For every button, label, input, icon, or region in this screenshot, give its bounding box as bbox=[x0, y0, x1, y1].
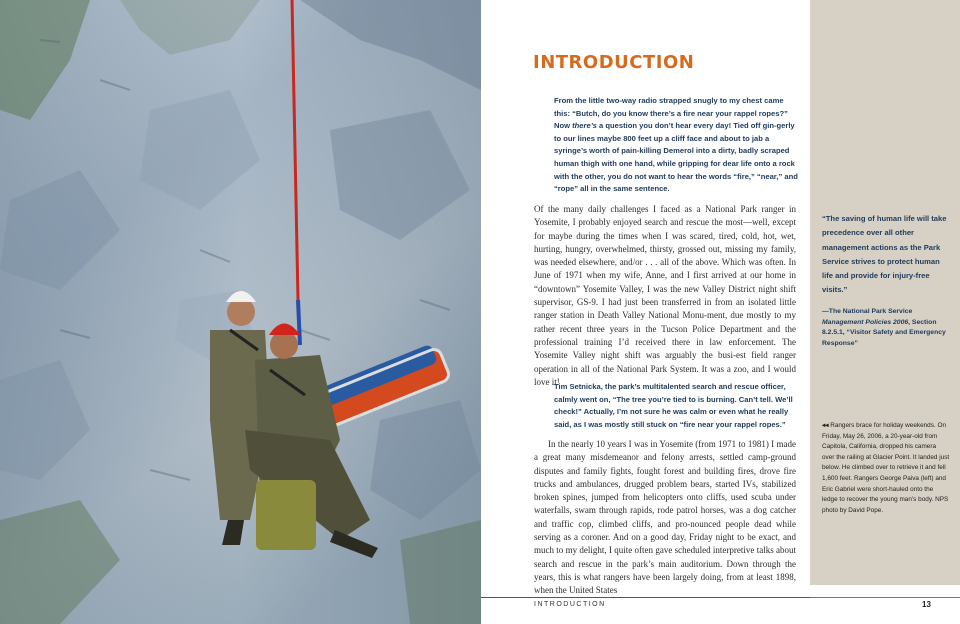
caption-arrow-icon: ◂◂ bbox=[822, 422, 829, 429]
pull-quote: “The saving of human life will take precedence over all other management actions as the Park Service strives to protect human life and provide for injury-free visits.” bbox=[822, 214, 947, 295]
photo-caption bbox=[822, 421, 950, 516]
footer-rule-sidebar bbox=[810, 597, 960, 598]
lead-paragraph-2: Tim Setnicka, the park’s multitalented search and rescue officer, calmly went on, “The tree you’re tied to is burning. Can’t tell. We’ll check!” Actually, I’m not sure he was calm or even what he really said, as I was mostly still stuck on “fire near your rappel ropes.” bbox=[554, 382, 793, 429]
lead-emphasis: there’s bbox=[572, 121, 597, 131]
page-number: 13 bbox=[922, 600, 931, 609]
footer-rule bbox=[481, 597, 810, 598]
caption-text: Rangers brace for holiday weekends. On Friday, May 26, 2006, a 20-year-old from Capitola, California, dropped his camera over the railing at Glacier Point. It landed just below. He climbed over to retrieve it and fell 1,600 feet. Rangers George Paiva (left) and Eric Gabriel were short-hauled onto the ledge to recover the young man’s body. NPS photo by David Pope. bbox=[822, 422, 950, 514]
chapter-heading: INTRODUCTION bbox=[533, 52, 695, 73]
attribution-italic: Management Policies 2006 bbox=[822, 318, 909, 326]
attribution-text-2: , Section 8.2.5.1, “Visitor Safety and Emergency Response” bbox=[822, 318, 946, 348]
attribution-text-1: —The National Park Service bbox=[822, 308, 913, 315]
lead-text-1: From the little two-way radio strapped snugly to my chest came this: “Butch, do you know there’s a fire near your rappel ropes?” Now bbox=[554, 96, 788, 131]
lead-paragraph bbox=[554, 95, 798, 196]
lead-text-2: a question you don’t hear every day! Tied off gin-gerly to our lines maybe 800 feet up a cliff face and about to jab a syringe’s worth of pain-killing Demerol into a dirty, badly scraped human thigh with one hand, while gripping for dear life onto a rock with the other, you do not want to hear the words “fire,” “near,” and “rope” all in the same sentence. bbox=[554, 121, 798, 194]
pull-quote-attribution bbox=[822, 307, 948, 350]
body-paragraph-2: In the nearly 10 years I was in Yosemite (from 1971 to 1981) I made a great many misdemeanor and felony arrests, settled camp-ground disputes and family fights, fought forest and building fires, drove fire trucks and ambulances, drugged problem bears, started IVs, stabilized broken spines, jumped from helicopters onto cliffs, used scuba under waterfalls, swam through rapids, rode patrol horses, was a dog catcher and traffic cop, climbed cliffs, and pro-nounced people dead while serving as a coroner. And on a good day, Friday night to be exact, and much to my delight, I quite often gave scheduled interpretive talks about search and rescue in the park’s main auditorium. Down through the years, this is what rangers have been largely doing, from at least 1898, when the United States bbox=[534, 439, 796, 596]
body-paragraph-1: Of the many daily challenges I faced as a National Park ranger in Yosemite, I probably enjoyed search and rescue the most—well, except for maybe during the times when I was scared, tired, cold, hot, wet, hurting, hungry, overwhelmed, thirsty, grossed out, missing my family, was needed elsewhere, and/or . . . all of the above. Which was often. In June of 1971 when my wife, Anne, and I first arrived at our home in “downtown” Yosemite Valley, I was the new Valley District night shift supervisor, GS-9. I had just been transferred in from an isolated little ranger station in Death Valley National Monu-ment, due mostly to my rather recent three years in the Tucson Police Department and the professional training I’d received there in law enforcement. The Yosemite Valley night shift was arguably the busi-est field ranger operation in all of the National Park System. It was a zoo, and I would love it! bbox=[534, 204, 796, 387]
running-title: INTRODUCTION bbox=[534, 601, 606, 608]
